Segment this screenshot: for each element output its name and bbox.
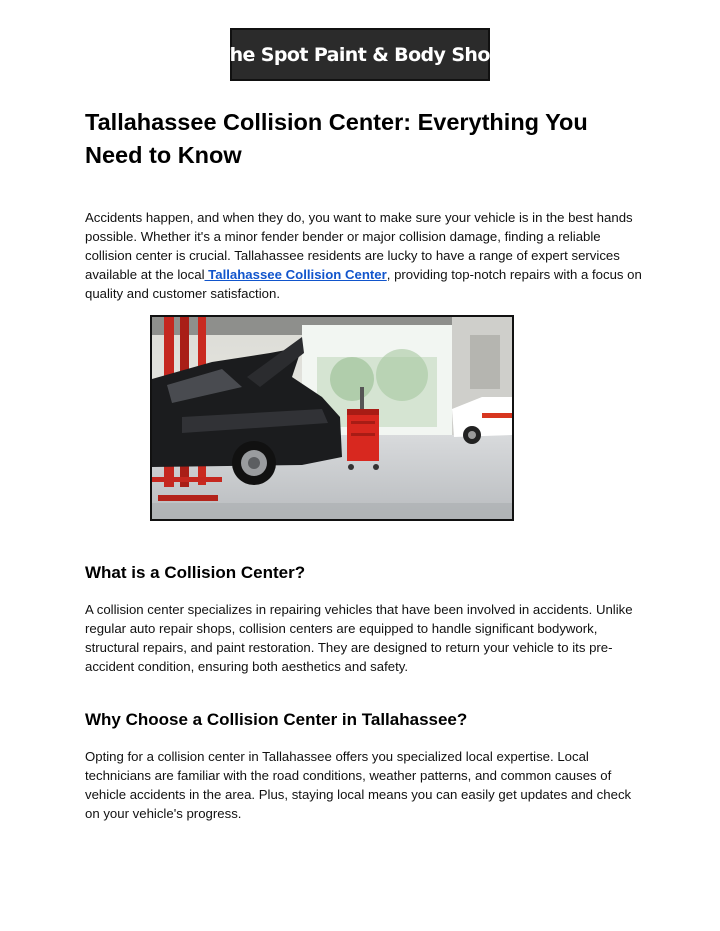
logo <box>217 28 503 81</box>
collision-center-link[interactable]: Tallahassee Collision Center <box>204 267 387 282</box>
section-heading-why-choose: Why Choose a Collision Center in Tallahassee? <box>85 710 468 729</box>
section-body-what-is: A collision center specializes in repairing vehicles that have been involved in accidents. Unlike regular auto repair shops, collision centers are equipped to handle significant bodywork, structural repairs, and paint restoration. They are designed to return your vehicle to its pre-accident condition, ensuring both aesthetics and safety. <box>85 602 633 674</box>
intro-text-after: , providing top-notch repairs with a focus on quality and customer satisfaction. <box>85 267 642 301</box>
section-body-why-choose: Opting for a collision center in Tallahassee offers you specialized local expertise. Local technicians are familiar with the road conditions, weather patterns, and common causes of vehicle accidents in the area. Plus, staying local means you can easily get updates and check on your vehicle's progress. <box>85 749 632 821</box>
page-title: Tallahassee Collision Center: Everything You Need to Know <box>85 109 588 168</box>
logo-text: The Spot Paint & Body Shop <box>217 43 503 66</box>
intro-text-before: Accidents happen, and when they do, you want to make sure your vehicle is in the best hands possible. Whether it's a minor fender bender or major collision damage, finding a reliable collision center is crucial. Tallahassee residents are lucky to have a range of expert services available at the local <box>85 210 633 282</box>
intro-paragraph <box>85 208 645 303</box>
section-heading-what-is: What is a Collision Center? <box>85 563 306 582</box>
garage-car-photo <box>150 315 514 521</box>
